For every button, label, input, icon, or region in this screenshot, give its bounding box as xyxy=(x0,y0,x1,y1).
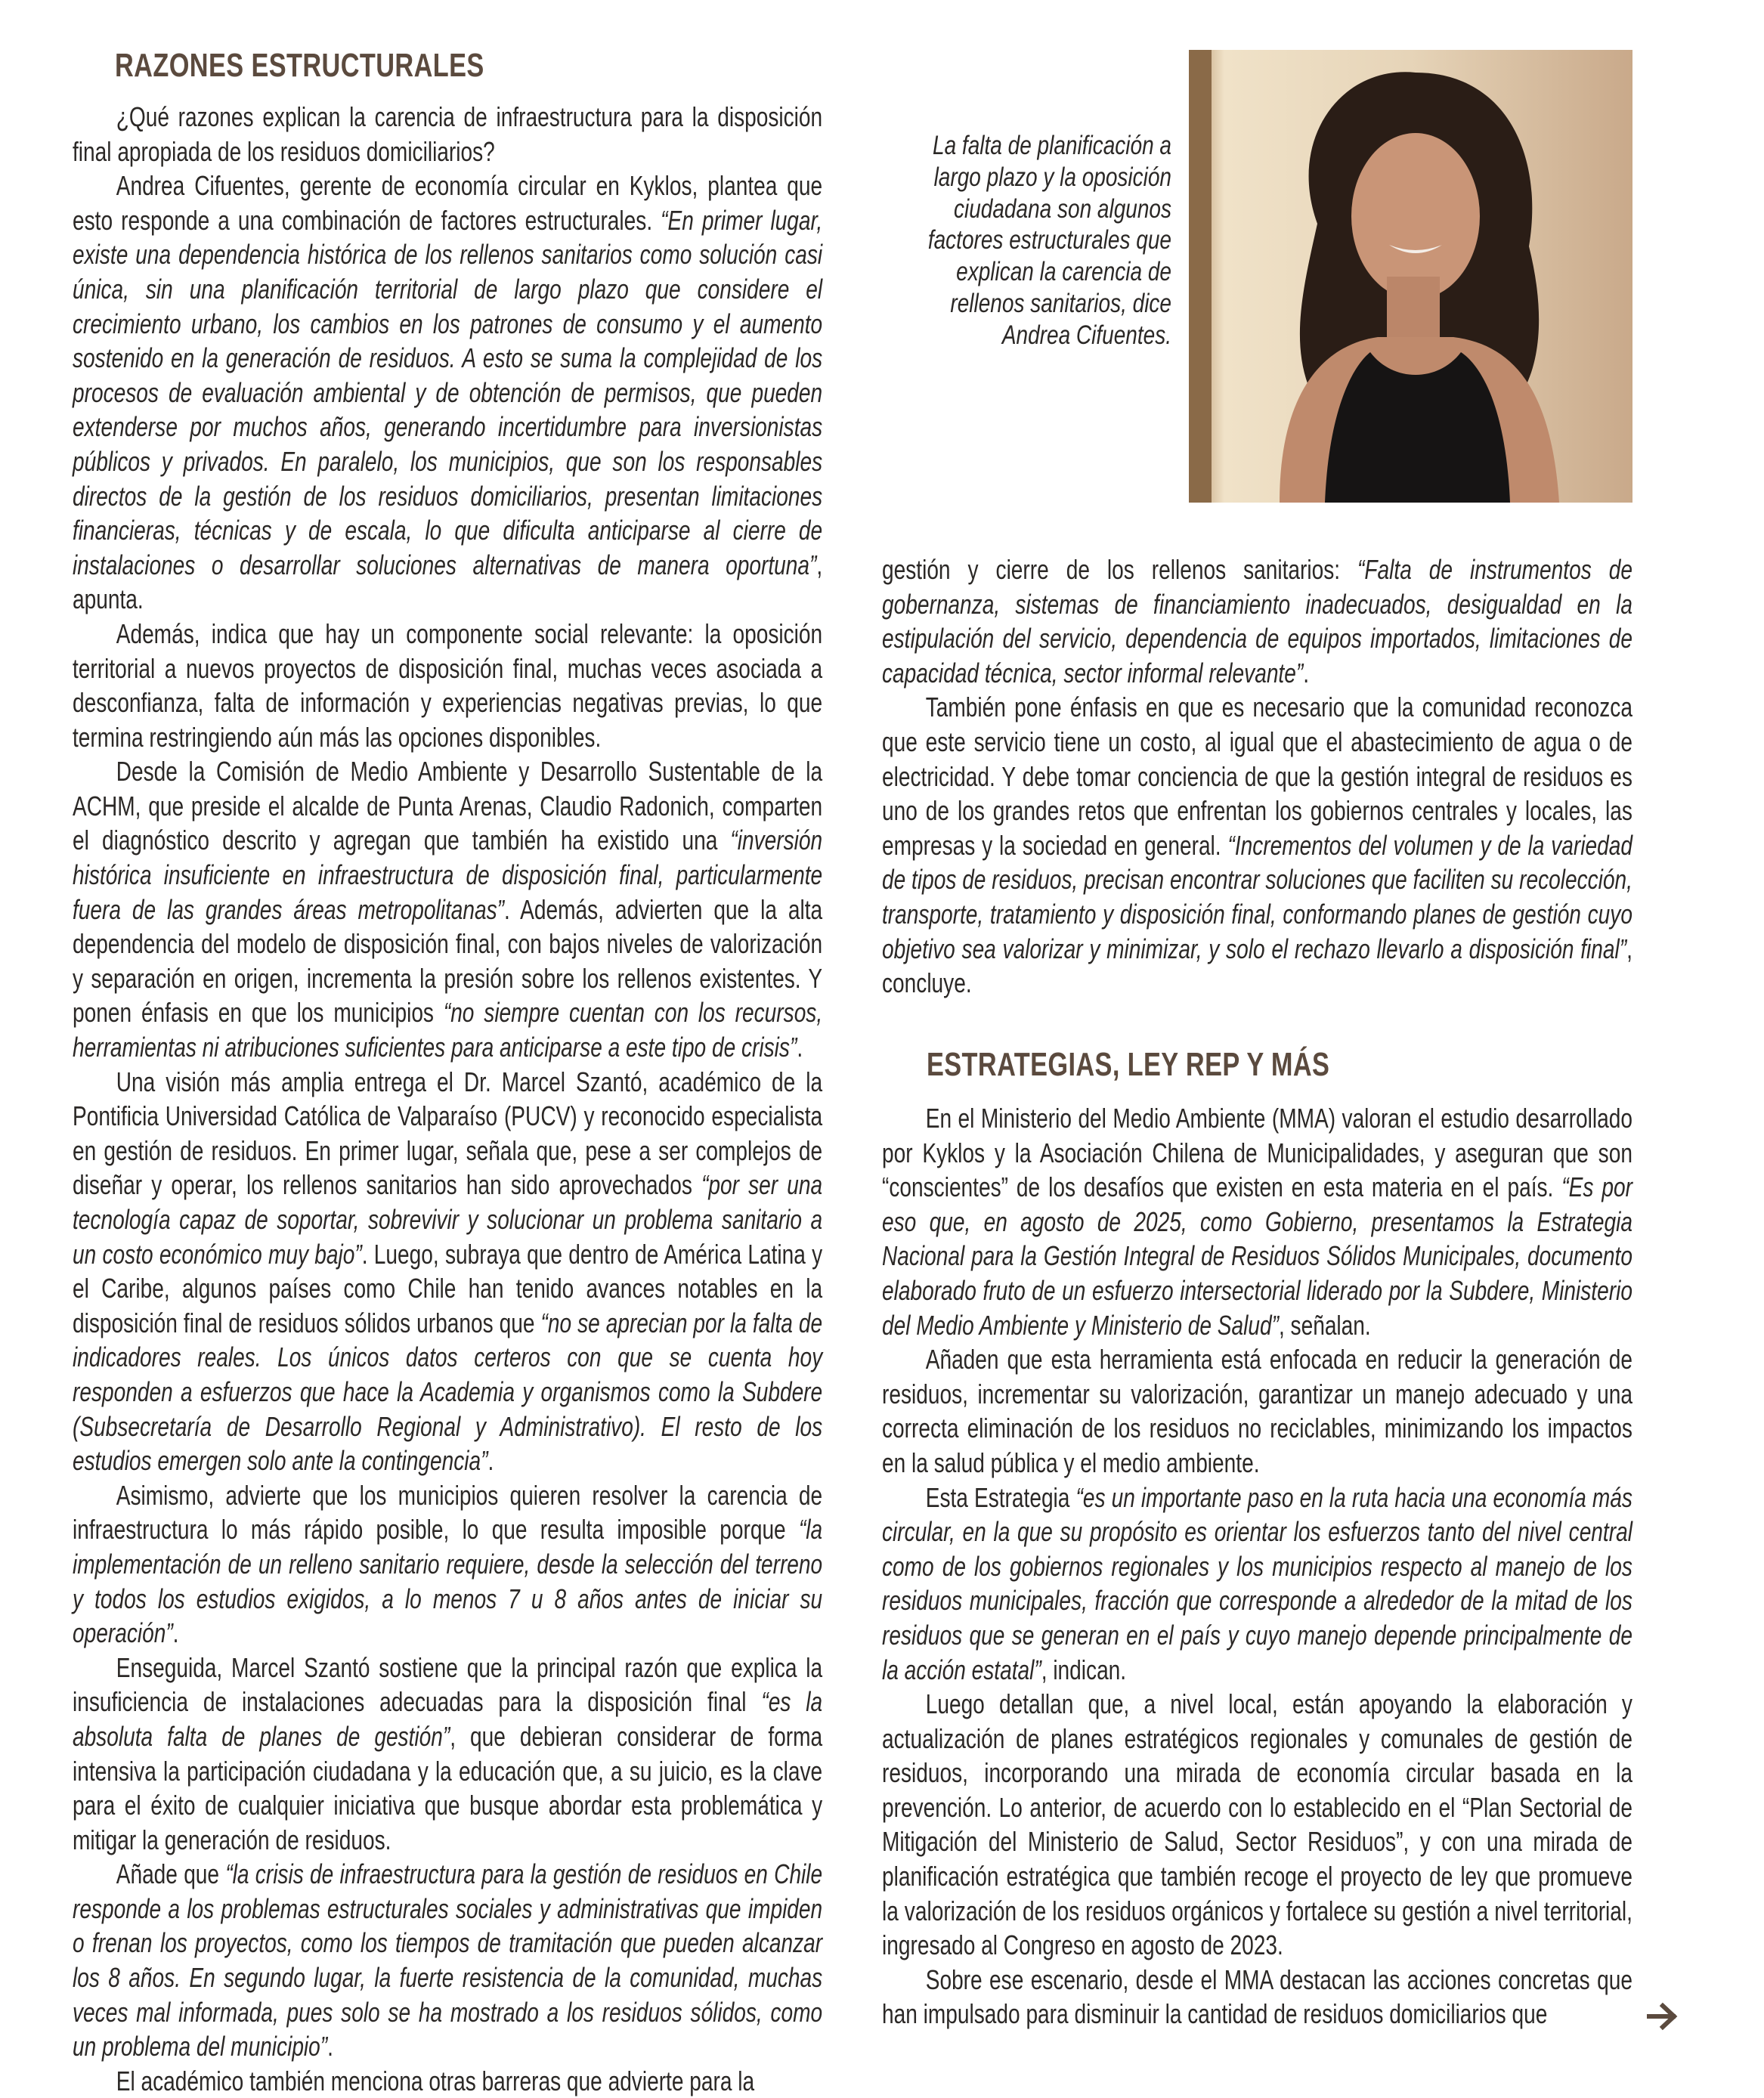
paragraph xyxy=(73,617,822,754)
body-text: . xyxy=(1303,657,1310,689)
body-text: Andrea Cifuentes, gerente de economía circular en Kyklos, plantea que esto responde a una combinación de factores estructurales. xyxy=(73,170,823,236)
body-text: , concluye. xyxy=(882,933,1632,999)
quote-text: “es un importante paso en la ruta hacia una economía más circular, en la que su propósito es orientar los esfuerzos tanto del nivel central como de los gobiernos regionales y los municipios respecto al manejo de los residuos municipales, fracción que corresponde a alrededor de la mitad de los residuos que se generan en el país y cuyo manejo depende principalmente de la acción estatal” xyxy=(882,1481,1632,1685)
paragraph xyxy=(882,1687,1632,1963)
paragraph xyxy=(73,1478,822,1651)
quote-text: “es la absoluta falta de planes de gestión” xyxy=(73,1686,823,1752)
section-heading-razones: RAZONES ESTRUCTURALES xyxy=(115,47,484,84)
body-text: Esta Estrategia xyxy=(925,1481,1076,1513)
quote-text: “Falta de instrumentos de gobernanza, sistemas de financiamiento inadecuados, desigualdad en la estipulación del servicio, dependencia de equipos importados, limitaciones de capacidad técnica, sector informal relevante” xyxy=(882,554,1632,689)
paragraph xyxy=(73,754,822,1064)
paragraph xyxy=(882,690,1632,1000)
body-text: También pone énfasis en que es necesario que la comunidad reconozca que este servicio tiene un costo, al igual que el abastecimiento de agua o de electricidad. Y debe tomar conciencia de que la gestión integral de residuos es uno de los grandes retos que enfrentan los gobiernos centrales y locales, las empresas y la sociedad en general. xyxy=(882,692,1632,861)
body-text: . Además, advierten que la alta dependencia del modelo de disposición final, con bajos niveles de valorización y separación en origen, incrementa la presión sobre los rellenos existentes. Y ponen énfasis en que los municipios xyxy=(73,893,823,1029)
right-column-continuation xyxy=(882,552,1632,1001)
body-text: . xyxy=(797,1032,803,1063)
body-text: , indican. xyxy=(1041,1654,1127,1685)
portrait-photo xyxy=(1189,50,1632,503)
body-text: Añade que xyxy=(116,1858,226,1890)
caption-line: explican la carencia de xyxy=(956,257,1171,287)
body-text: , que debieran considerar de forma intensiva la participación ciudadana y la educación que, a su juicio, es la clave para el éxito de cualquier iniciativa que busque abordar esta problemática y mitigar la generación de residuos. xyxy=(73,1720,823,1855)
body-text: Desde la Comisión de Medio Ambiente y Desarrollo Sustentable de la ACHM, que preside el alcalde de Punta Arenas, Claudio Radonich, comparten el diagnóstico descrito y agregan que también ha existido una xyxy=(73,756,823,856)
paragraph xyxy=(73,1857,822,2064)
body-text: En el Ministerio del Medio Ambiente (MMA) valoran el estudio desarrollado por Kyklos y la Asociación Chilena de Municipalidades, y aseguran que son “conscientes” de los desafíos que existen en esta materia en el país. xyxy=(882,1103,1632,1203)
body-text: Sobre ese escenario, desde el MMA destacan las acciones concretas que han impulsado para disminuir la cantidad de residuos domiciliarios que xyxy=(882,1963,1632,2030)
caption-line: La falta de planificación a xyxy=(933,131,1171,160)
body-text: Enseguida, Marcel Szantó sostiene que la principal razón que explica la insuficiencia de instalaciones adecuadas para la disposición final xyxy=(73,1651,823,1718)
section-heading-estrategias: ESTRATEGIAS, LEY REP Y MÁS xyxy=(927,1046,1330,1083)
body-text: . Luego, subraya que dentro de América Latina y el Caribe, algunos países como Chile han tenido avances notables en la disposición final de residuos sólidos urbanos que xyxy=(73,1238,823,1338)
paragraph xyxy=(882,552,1632,690)
quote-text: “no siempre cuentan con los recursos, herramientas ni atribuciones suficientes para anticiparse a este tipo de crisis” xyxy=(73,997,823,1063)
body-text: Luego detallan que, a nivel local, están apoyando la elaboración y actualización de planes estratégicos regionales y comunales de gestión de residuos, incorporando una mirada de economía circular basada en la prevención. Lo anterior, de acuerdo con lo establecido en el “Plan Sectorial de Mitigación del Ministerio de Salud, Sector Residuos”, y con una mirada de planificación estratégica que también recoge el proyecto de ley que promueve la valorización de los residuos orgánicos y fortalece su gestión a nivel territorial, ingresado al Congreso en agosto de 2023. xyxy=(882,1688,1632,1961)
paragraph xyxy=(882,1101,1632,1342)
body-text: , apunta. xyxy=(73,549,823,615)
body-text: . xyxy=(487,1445,494,1477)
body-text: Añaden que esta herramienta está enfocada en reducir la generación de residuos, incrementar su valorización, garantizar un manejo adecuado y una correcta eliminación de los residuos no reciclables, minimizando los impactos en la salud pública y el medio ambiente. xyxy=(882,1344,1632,1478)
paragraph xyxy=(882,1963,1632,2031)
paragraph xyxy=(73,1651,822,1858)
photo-caption xyxy=(911,130,1171,351)
quote-text: “la crisis de infraestructura para la gestión de residuos en Chile responde a los problemas estructurales sociales y administrativas que impiden o frenan los proyectos, como los tiempos de tramitación que pueden alcanzar los 8 años. En segundo lugar, la fuerte resistencia de la comunidad, muchas veces mal informada, pues solo se ha mostrado a los residuos sólidos, como un problema del municipio” xyxy=(73,1858,823,2062)
arrow-right-icon xyxy=(1646,2001,1679,2031)
paragraph xyxy=(73,169,822,617)
quote-text: “En primer lugar, existe una dependencia histórica de los rellenos sanitarios como solución casi única, sin una planificación territorial de largo plazo que considere el crecimiento urbano, los cambios en los patrones de consumo y el aumento sostenido en la generación de residuos. A esto se suma la complejidad de los procesos de evaluación ambiental y de obtención de permisos, que pueden extenderse por muchos años, generando incertidumbre para inversionistas públicos y privados. En paralelo, los municipios, que son los responsables directos de la gestión de los residuos domiciliarios, presentan limitaciones financieras, técnicas y de escala, lo que dificulta anticiparse al cierre de instalaciones o desarrollar soluciones alternativas de manera oportuna” xyxy=(73,204,823,580)
quote-text: “no se aprecian por la falta de indicadores reales. Los únicos datos certeros con que se cuenta hoy responden a esfuerzos que hace la Academia y organismos como la Subdere (Subsecretaría de Desarrollo Regional y Administrativo). El resto de los estudios emergen solo ante la contingencia” xyxy=(73,1307,823,1477)
body-text: . xyxy=(327,2031,333,2062)
caption-line: rellenos sanitarios, dice xyxy=(950,288,1171,318)
caption-line: largo plazo y la oposición xyxy=(933,162,1171,192)
paragraph xyxy=(882,1481,1632,1688)
body-text: , señalan. xyxy=(1278,1309,1371,1341)
body-text: . xyxy=(172,1617,179,1649)
body-text: Una visión más amplia entrega el Dr. Marcel Szantó, académico de la Pontificia Universidad Católica de Valparaíso (PUCV) y reconocido especialista en gestión de residuos. En primer lugar, señala que, pese a ser complejos de diseñar y operar, los rellenos sanitarios han sido aprovechados xyxy=(73,1066,823,1201)
body-text: Asimismo, advierte que los municipios quieren resolver la carencia de infraestructura lo más rápido posible, lo que resulta imposible porque xyxy=(73,1479,823,1546)
paragraph xyxy=(882,1342,1632,1480)
quote-text: “Incrementos del volumen y de la variedad de tipos de residuos, precisan encontrar soluciones que faciliten su recolección, transporte, tratamiento y disposición final, conformando planes de gestión cuyo objetivo sea valorizar y minimizar, y solo el rechazo llevarlo a disposición final” xyxy=(882,829,1632,964)
right-column-body xyxy=(882,1101,1632,2031)
caption-line: Andrea Cifuentes. xyxy=(1001,320,1171,350)
quote-text: “Es por eso que, en agosto de 2025, como Gobierno, presentamos la Estrategia Nacional para la Gestión Integral de Residuos Sólidos Municipales, documento elaborado fruto de un esfuerzo intersectorial liderado por la Subdere, Ministerio del Medio Ambiente y Ministerio de Salud” xyxy=(882,1171,1632,1341)
quote-text: “inversión histórica insuficiente en infraestructura de disposición final, particularmente fuera de las grandes áreas metropolitanas” xyxy=(73,825,823,925)
quote-text: “la implementación de un relleno sanitario requiere, desde la selección del terreno y todos los estudios exigidos, a lo menos 7 u 8 años antes de iniciar su operación” xyxy=(73,1514,823,1649)
body-text: Además, indica que hay un componente social relevante: la oposición territorial a nuevos proyectos de disposición final, muchas veces asociada a desconfianza, falta de información y experiencias negativas previas, lo que termina restringiendo aún más las opciones disponibles. xyxy=(73,617,823,753)
body-text: ¿Qué razones explican la carencia de infraestructura para la disposición final apropiada de los residuos domiciliarios? xyxy=(73,101,823,167)
caption-line: ciudadana son algunos xyxy=(953,193,1171,224)
paragraph xyxy=(73,1065,822,1478)
caption-line: factores estructurales que xyxy=(927,225,1171,255)
paragraph xyxy=(73,100,822,169)
quote-text: “por ser una tecnología capaz de soportar, sobrevivir y solucionar un problema sanitario a un costo económico muy bajo” xyxy=(73,1169,823,1270)
body-text: gestión y cierre de los rellenos sanitarios: xyxy=(882,554,1358,585)
left-column-body xyxy=(73,100,822,2098)
body-text: El académico también menciona otras barreras que advierte para la xyxy=(116,2065,755,2096)
